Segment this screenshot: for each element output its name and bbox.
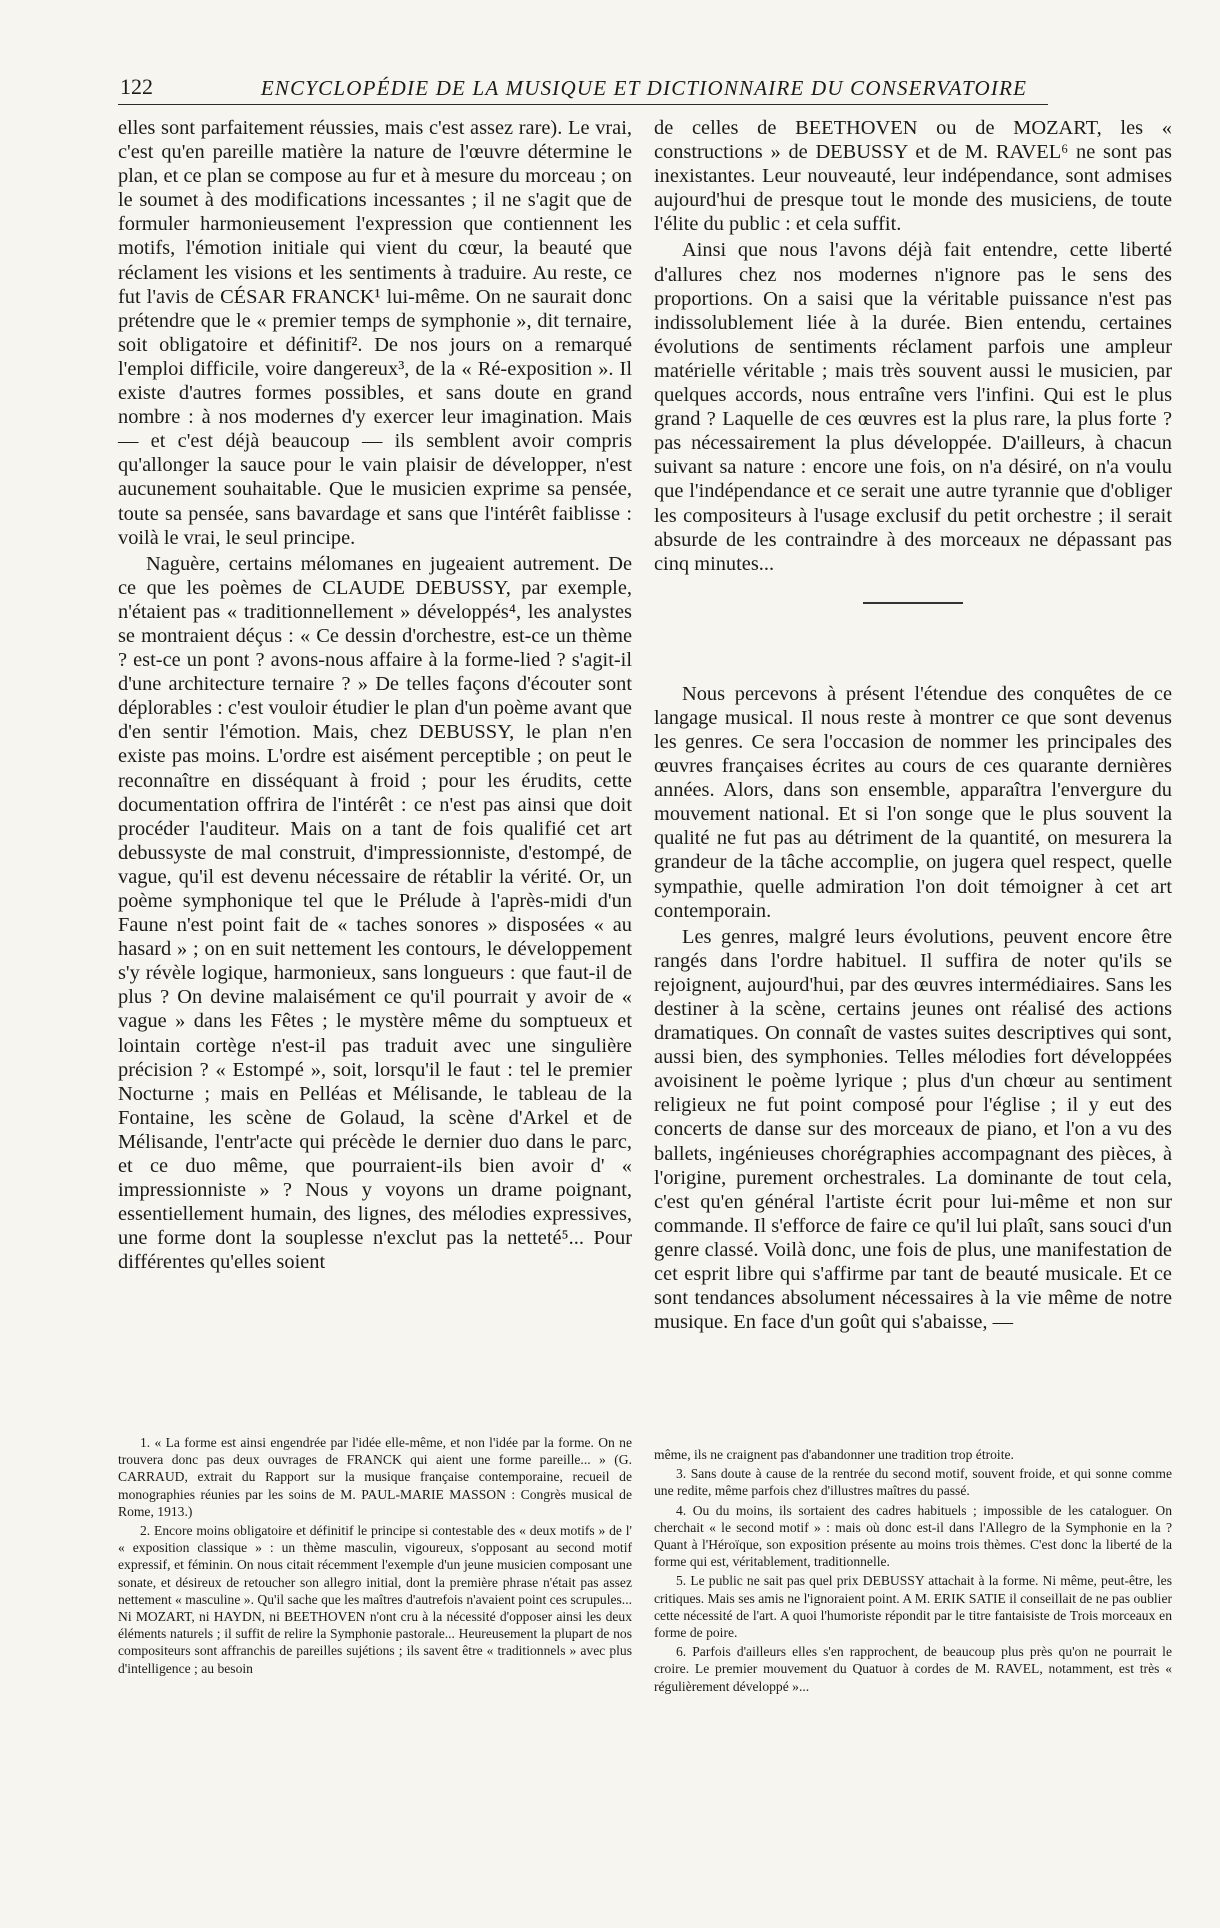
section-divider <box>863 602 963 604</box>
footnote: 5. Le public ne sait pas quel prix DEBUSSY attachait à la forme. Ni même, peut-être, les critiques. Mais ses amis ne l'ignoraient point. A M. ERIK SATIE il conseillait de ne pas oublier cette nécessité de l'art. A quoi l'humoriste répondit par le titre fantaisiste de Trois morceaux en forme de poire. <box>654 1573 1172 1641</box>
right-column <box>654 116 1172 1334</box>
paragraph: Les genres, malgré leurs évolutions, peuvent encore être rangés dans l'ordre habituel. Il suffira de noter qu'ils se rejoignent, aujourd'hui, par des œuvres intermédiaires. Sans les destiner à la scène, certains jeunes ont réalisé des actions dramatiques. On connaît de vastes suites descriptives qui sont, aussi bien, des symphonies. Telles mélodies fort développées avoisinent le poème lyrique ; plus d'un chœur au sentiment religieux ne fut point composé pour l'église ; il y eut des concerts de danse sur des morceaux de piano, et l'on a vu des ballets, ingénieuses chorégraphies accompagnant des pièces, à l'origine, purement orchestrales. La dominante de tout cela, c'est qu'en général l'artiste écrit pour lui-même et non sur commande. Il s'efforce de faire ce qu'il lui plaît, sans souci d'un genre classé. Voilà donc, une fois de plus, une manifestation de cet esprit libre qui s'affirme par tant de beauté musicale. Et ce sont tendances absolument nécessaires à la vie même de notre musique. En face d'un goût qui s'abaisse, — <box>654 925 1172 1334</box>
footnotes-right <box>654 1446 1172 1697</box>
footnote: 1. « La forme est ainsi engendrée par l'idée elle-même, et non l'idée par la forme. On ne trouvera donc pas deux ouvrages de FRANCK qui aient une forme pareille... » (G. CARRAUD, extrait du Rapport sur la musique française contemporaine, recueil de monographies réunies par les soins de M. PAUL-MARIE MASSON : Congrès musical de Rome, 1913.) <box>118 1435 632 1519</box>
footnote: 4. Ou du moins, ils sortaient des cadres habituels ; impossible de les cataloguer. On cherchait « le second motif » : mais où donc est-il dans l'Allegro de la Symphonie en la ? Quant à l'Héroïque, son exposition présente au moins trois thèmes. C'est donc la liberté de la forme qui est, véritablement, traditionnelle. <box>654 1502 1172 1570</box>
paragraph: elles sont parfaitement réussies, mais c'est assez rare). Le vrai, c'est qu'en pareille matière la nature de l'œuvre détermine le plan, et ce plan se compose au fur et à mesure du morceau ; on le soumet à des modifications incessantes ; il ne s'agit que de formuler harmonieusement l'expression que contiennent les motifs, l'émotion initiale qui vient du cœur, la beauté que réclament les visions et les sentiments à traduire. Au reste, ce fut l'avis de CÉSAR FRANCK¹ lui-même. On ne saurait donc prétendre que le « premier temps de symphonie », dit ternaire, soit obligatoire et définitif². De nos jours on a remarqué l'emploi difficile, voire dangereux³, de la « Ré-exposition ». Il existe d'autres formes possibles, et sans doute en grand nombre : à nos modernes d'y exercer leur imagination. Mais — et c'est déjà beaucoup — ils semblent avoir compris qu'allonger la sauce pour le vain plaisir de développer, n'est aucunement souhaitable. Que le musicien exprime sa pensée, toute sa pensée, sans bavardage et sans que l'intérêt faiblisse : voilà le vrai, le seul principe. <box>118 117 632 549</box>
page-number: 122 <box>120 74 153 99</box>
running-header <box>118 70 1048 105</box>
running-title: ENCYCLOPÉDIE DE LA MUSIQUE ET DICTIONNAIRE DU CONSERVATOIRE <box>260 76 1028 100</box>
left-column <box>118 116 632 1275</box>
paragraph: Nous percevons à présent l'étendue des conquêtes de ce langage musical. Il nous reste à montrer ce que sont devenus les genres. Ce sera l'occasion de nommer les principales des œuvres françaises écrites au cours de ces quarante dernières années. Alors, dans son ensemble, apparaîtra l'envergure du mouvement national. Et si l'on songe que le plus souvent la qualité ne fut pas au détriment de la quantité, on mesurera la grandeur de la tâche accomplie, on jugera quel respect, quelle sympathie, quelle admiration l'on doit témoigner à cet art contemporain. <box>654 682 1172 922</box>
footnotes-left <box>118 1434 632 1679</box>
footnote: 3. Sans doute à cause de la rentrée du second motif, souvent froide, et qui sonne comme une redite, même parfois chez d'illustres maîtres du passé. <box>654 1466 1172 1499</box>
footnote: 6. Parfois d'ailleurs elles s'en rapprochent, de beaucoup plus près qu'on ne pourrait le croire. Le premier mouvement du Quatuor à cordes de M. RAVEL, notamment, est très « régulièrement développé »... <box>654 1644 1172 1694</box>
paragraph: Naguère, certains mélomanes en jugeaient autrement. De ce que les poèmes de CLAUDE DEBUSSY, par exemple, n'étaient pas « traditionnellement » développés⁴, les analystes se montraient déçus : « Ce dessin d'orchestre, est-ce un thème ? est-ce un pont ? avons-nous affaire à la forme-lied ? s'agit-il d'une architecture ternaire ? » De telles façons d'écouter sont déplorables : c'est vouloir étudier le plan d'un poème avant que d'en sentir l'émotion. Mais, chez DEBUSSY, le plan n'en existe pas moins. L'ordre est aisément perceptible ; on peut le reconnaître en disséquant à froid ; pour les érudits, cette documentation offrira de l'intérêt : ce n'est pas ainsi que doit procéder l'auditeur. Mais on a tant de fois qualifié cet art debussyste de mal construit, d'impressionniste, d'estompé, de vague, qu'il est devenu nécessaire de rétablir la vérité. Or, un poème symphonique tel que le Prélude à l'après-midi d'un Faune n'est point fait de « taches sonores » disposées « au hasard » ; on en suit nettement les contours, le développement s'y révèle logique, harmonieux, sans longueurs : que faut-il de plus ? On devine malaisément ce qu'il pourrait y avoir de « vague » dans les Fêtes ; le mystère même du somptueux et lointain cortège n'est-il pas traduit avec une singulière précision ? « Estompé », soit, lorsqu'il le faut : tel le premier Nocturne ; mais en Pelléas et Mélisande, le tableau de la Fontaine, les scène de Golaud, la scène d'Arkel et de Mélisande, l'entr'acte qui précède le dernier duo dans le parc, et ce duo même, que pourraient-ils bien avoir d' « impressionniste » ? Nous y voyons un drame poignant, essentiellement humain, des lignes, des mélodies expressives, une forme dont la souplesse n'exclut pas la netteté⁵... Pour différentes qu'elles soient <box>118 552 632 1274</box>
paragraph: Ainsi que nous l'avons déjà fait entendre, cette liberté d'allures chez nos modernes n'ignore pas le sens des proportions. On a saisi que la véritable puissance n'est pas indissolublement liée à la durée. Bien entendu, certaines évolutions de sentiments réclament parfois une ampleur matérielle véritable ; mais très souvent aussi le musicien, par quelques accords, nous entraîne vers l'infini. Qui est le plus grand ? Laquelle de ces œuvres est la plus rare, la plus forte ? pas nécessairement la plus développée. D'ailleurs, à chacun suivant sa nature : encore une fois, on n'a désiré, on n'a voulu que l'indépendance et ce serait une autre tyrannie que d'obliger les compositeurs à l'usage exclusif du petit orchestre ; il serait absurde de les contraindre à des morceaux ne dépassant pas cinq minutes... <box>654 239 1172 575</box>
footnote: même, ils ne craignent pas d'abandonner une tradition trop étroite. <box>654 1447 1014 1462</box>
paragraph: de celles de BEETHOVEN ou de MOZART, les « constructions » de DEBUSSY et de M. RAVEL⁶ ne sont pas inexistantes. Leur nouveauté, leur indépendance, sont admises aujourd'hui de presque tout le monde des musiciens, de toute l'élite du public : et cela suffit. <box>654 117 1172 236</box>
footnote: 2. Encore moins obligatoire et définitif le principe si contestable des « deux motifs » de l' « exposition classique » : un thème masculin, vigoureux, s'opposant au second motif expressif, et féminin. On nous citait récemment l'exemple d'un jeune musicien composant une sonate, et désireux de retoucher son allegro initial, dont la première phrase n'était pas assez nettement « masculine ». Qu'il sache que les maîtres d'autrefois n'avaient point ces scrupules... Ni MOZART, ni HAYDN, ni BEETHOVEN n'ont cru à la nécessité d'opposer ainsi les deux éléments naturels ; il suffit de relire la Symphonie pastorale... Heureusement la plupart de nos compositeurs sont affranchis de pareilles sujétions ; ils savent être « traditionnels » avec plus d'intelligence ; au besoin <box>118 1523 632 1676</box>
